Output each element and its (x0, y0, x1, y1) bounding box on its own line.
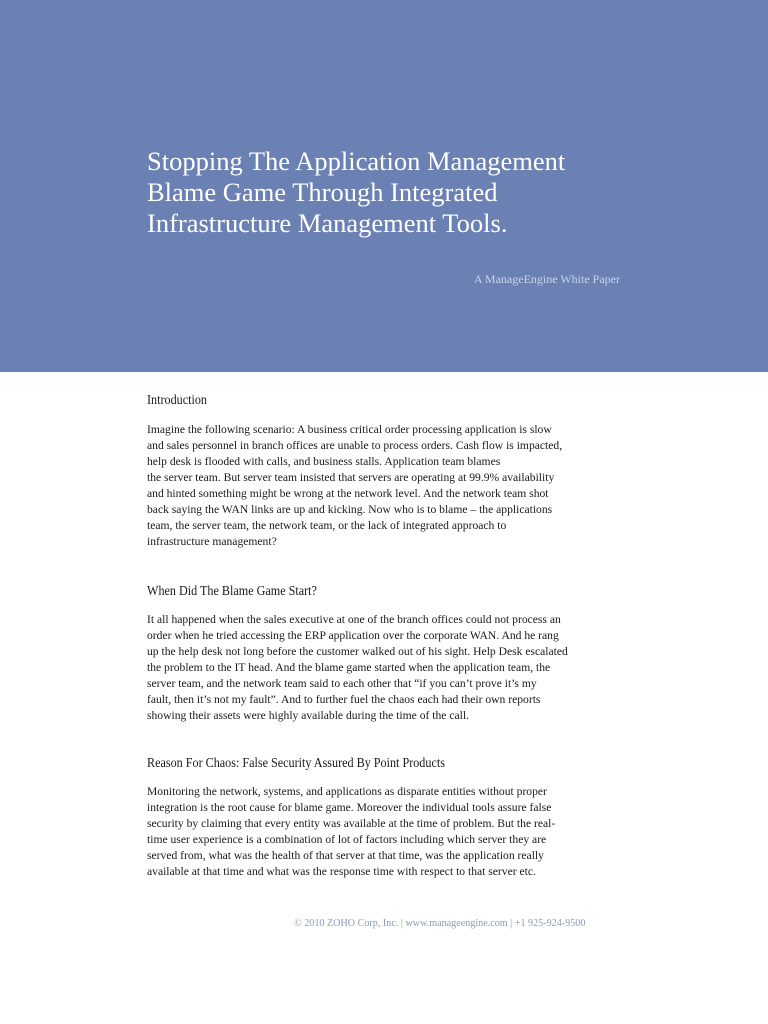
title-banner (0, 0, 768, 372)
paragraph-line: up the help desk not long before the customer walked out of his sight. Help Desk escalated (147, 645, 568, 658)
document-subtitle: A ManageEngine White Paper (473, 272, 620, 286)
section-heading-reason-for-chaos: Reason For Chaos: False Security Assured By Point Products (147, 755, 445, 770)
paragraph-line: integration is the root cause for blame game. Moreover the individual tools assure false (147, 801, 552, 814)
title-line-2: Blame Game Through Integrated (147, 177, 498, 207)
paragraph-line: Monitoring the network, systems, and applications as disparate entities without proper (147, 785, 547, 798)
paragraph-line: and sales personnel in branch offices are unable to process orders. Cash flow is impacted, (147, 439, 563, 452)
paragraph-line: the server team. But server team insisted that servers are operating at 99.9% availability (147, 471, 555, 484)
section-paragraph-blame-game-start (147, 612, 568, 724)
title-line-1: Stopping The Application Management (147, 146, 566, 176)
paragraph-line: help desk is flooded with calls, and business stalls. Application team blames (147, 455, 501, 468)
paragraph-line: back saying the WAN links are up and kicking. Now who is to blame – the applications (147, 503, 553, 516)
document-title (147, 146, 707, 239)
paragraph-line: team, the server team, the network team, or the lack of integrated approach to (147, 519, 507, 532)
paragraph-line: and hinted something might be wrong at the network level. And the network team shot (147, 487, 549, 500)
paragraph-line: security by claiming that every entity was available at the time of problem. But the real- (147, 817, 556, 830)
paragraph-line: time user experience is a combination of lot of factors including which server they are (147, 833, 547, 846)
section-paragraph-reason-for-chaos (147, 784, 555, 880)
title-line-3: Infrastructure Management Tools. (147, 208, 508, 238)
paragraph-line: Imagine the following scenario: A business critical order processing application is slow (147, 423, 552, 436)
section-heading-blame-game-start: When Did The Blame Game Start? (147, 583, 317, 598)
paragraph-line: server team, and the network team said to each other that “if you can’t prove it’s my (147, 677, 537, 690)
section-paragraph-introduction (147, 422, 562, 550)
paragraph-line: order when he tried accessing the ERP application over the corporate WAN. And he rang (147, 629, 559, 642)
paragraph-line: served from, what was the health of that server at that time, was the application really (147, 849, 544, 862)
paragraph-line: the problem to the IT head. And the blame game started when the application team, the (147, 661, 551, 674)
paragraph-line: available at that time and what was the response time with respect to that server etc. (147, 865, 536, 878)
paragraph-line: infrastructure management? (147, 535, 277, 548)
paragraph-line: It all happened when the sales executive at one of the branch offices could not process an (147, 613, 561, 626)
paragraph-line: fault, then it’s not my fault”. And to further fuel the chaos each had their own reports (147, 693, 541, 706)
paragraph-line: showing their assets were highly available during the time of the call. (147, 709, 469, 722)
page-footer: © 2010 ZOHO Corp, Inc. | www.manageengine.com | +1 925-924-9500 (294, 917, 586, 929)
section-heading-introduction: Introduction (147, 392, 207, 407)
